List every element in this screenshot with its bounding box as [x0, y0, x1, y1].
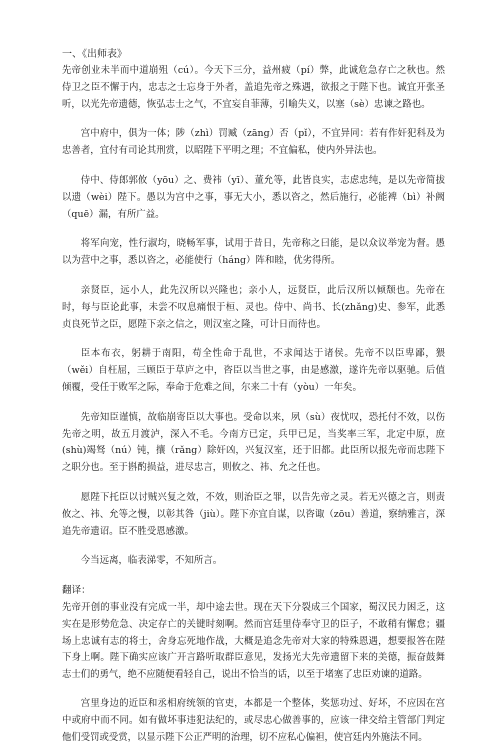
paragraph-4: 将军向宠，性行淑均，晓畅军事，试用于昔日，先帝称之曰能，是以众议举宠为督。愚以为营中之事，悉以咨之，必能使行（háng）阵和睦，优劣得所。 — [62, 238, 445, 267]
translation-paragraph-2: 宫里身边的近臣和丞相府统领的官吏，本都是一个整体，奖惩功过、好坏，不应因在宫中或府中而不同。如有做坏事违犯法纪的，或尽忠心做善事的，应该一律交给主管部门判定他们受罚或受赏，以显示陛下公正严明的治理，切不应私心偏袒，使宫廷内外施法不同。 — [62, 697, 445, 743]
paragraph-8: 愿陛下托臣以讨贼兴复之效，不效，则治臣之罪，以告先帝之灵。若无兴德之言，则责攸之、祎、允等之慢，以彰其咎（jiù）。陛下亦宜自谋，以咨诹（zōu）善道，察纳雅言，深追先帝遗诏。臣不胜受恩感激。 — [62, 491, 445, 537]
section-heading: 一、《出师表》 — [62, 49, 127, 60]
paragraph-3: 侍中、侍郎郭攸（yōu）之、费祎（yī）、董允等，此皆良实，志虑忠纯，是以先帝简拔以遗（wèi）陛下。愚以为宫中之事，事无大小，悉以咨之，然后施行，必能裨（bì）补阙（quē）漏，有所广益。 — [62, 174, 445, 220]
paragraph-1: 先帝创业未半而中道崩殂（cú）。今天下三分，益州疲（pí）弊，此诚危急存亡之秋也。然侍卫之臣不懈于内，忠志之士忘身于外者，盖追先帝之殊遇，欲报之于陛下也。诚宜开张圣听，以光先帝遗德，恢弘志士之气，不宜妄自菲薄，引喻失义，以塞（sè）忠谏之路也。 — [62, 65, 445, 110]
paragraph-2: 宫中府中，俱为一体；陟（zhì）罚臧（zāng）否（pǐ），不宜异同：若有作奸犯科及为忠善者，宜付有司论其刑赏，以昭陛下平明之理；不宜偏私，使内外异法也。 — [62, 128, 445, 157]
translation-paragraph-1: 先帝开创的事业没有完成一半，却中途去世。现在天下分裂成三个国家，蜀汉民力困乏，这实在是形势危急、决定存亡的关键时刻啊。然而宫廷里侍奉守卫的臣子，不敢稍有懈怠；疆场上忠诚有志的将士，舍身忘死地作战，大概是追念先帝对大家的特殊恩遇，想要报答在陛下身上啊。陛下确实应该广开言路听取群臣意见，发扬光大先帝遗留下来的美德，振奋鼓舞志士们的勇气，绝不应随便看轻自己，说出不恰当的话，以至于堵塞了忠臣劝谏的道路。 — [62, 601, 445, 681]
paragraph-6: 臣本布衣，躬耕于南阳，苟全性命于乱世，不求闻达于诸侯。先帝不以臣卑鄙，猥（wěi）自枉屈，三顾臣于草庐之中，咨臣以当世之事，由是感激，遂许先帝以驱驰。后值倾覆，受任于败军之际，奉命于危难之间，尔来二十有（yòu）一年矣。 — [62, 348, 445, 393]
paragraph-5: 亲贤臣，远小人，此先汉所以兴隆也；亲小人，远贤臣，此后汉所以倾颓也。先帝在时，每与臣论此事，未尝不叹息痛恨于桓、灵也。侍中、尚书、长(zhǎng)史、参军，此悉贞良死节之臣，愿陛下亲之信之，则汉室之隆，可计日而待也。 — [62, 284, 445, 330]
translation-label: 翻译： — [62, 585, 91, 597]
paragraph-7: 先帝知臣谨慎，故临崩寄臣以大事也。受命以来，夙（sù）夜忧叹，恐托付不效，以伤先帝之明，故五月渡泸，深入不毛。今南方已定，兵甲已足，当奖率三军，北定中原，庶(shù)竭驽（nú）钝，攘（rǎng）除奸凶，兴复汉室，还于旧都。此臣所以报先帝而忠陛下之职分也。至于斟酌损益，进尽忠言，则攸之、祎、允之任也。 — [62, 411, 445, 474]
paragraph-9: 今当远离，临表涕零，不知所言。 — [80, 555, 223, 567]
